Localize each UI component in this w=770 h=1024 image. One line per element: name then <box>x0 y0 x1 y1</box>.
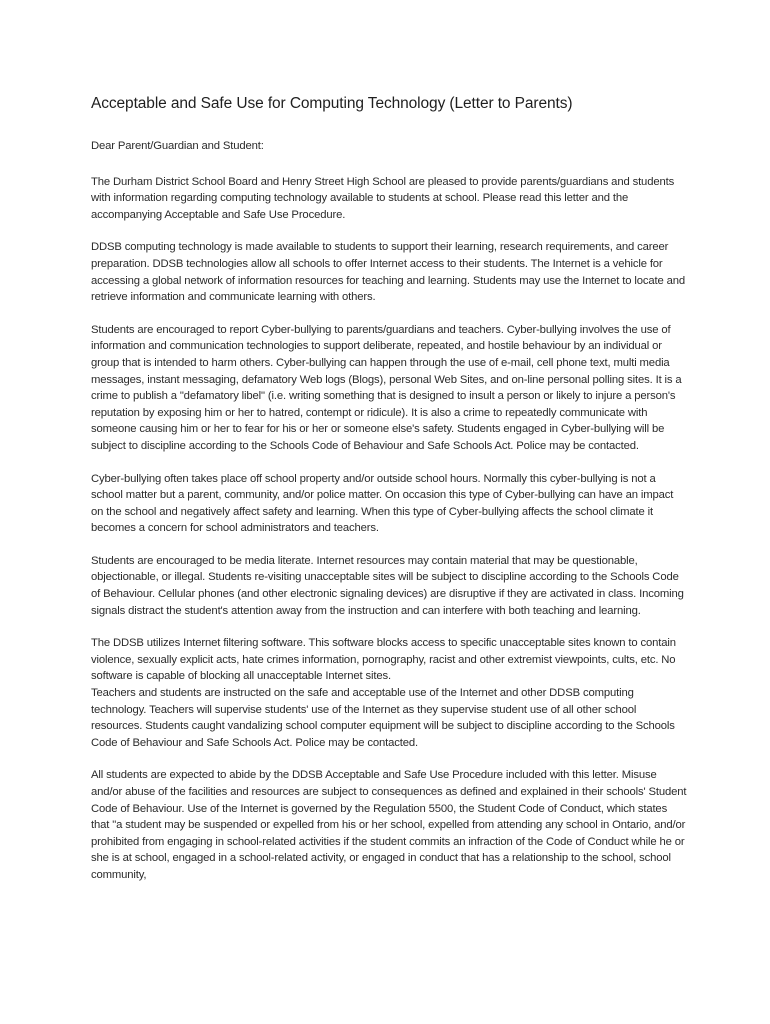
paragraph-expectations: All students are expected to abide by the DDSB Acceptable and Safe Use Procedure included with this letter. Misuse and/or abuse of the facilities and resources are subject to consequences as defined and explained in their schools' Student Code of Behaviour. Use of the Internet is governed by the Regulation 5500, the Student Code of Conduct, which states that "a student may be suspended or expelled from his or her school, expelled from attending any school in Ontario, and/or prohibited from engaging in school-related activities if the student commits an infraction of the Code of Conduct while he or she is at school, engaged in a school-related activity, or engaged in conduct that has a relationship to the school, school community, <box>91 769 687 881</box>
paragraph-off-school: Cyber-bullying often takes place off school property and/or outside school hours. Normally this cyber-bullying is not a school matter but a parent, community, and/or police matter. On occasion this type of Cyber-bullying can have an impact on the school and negatively affect safety and learning. When this type of Cyber-bullying affects the school climate it becomes a concern for school administrators and teachers. <box>91 472 674 535</box>
salutation: Dear Parent/Guardian and Student: <box>91 140 264 152</box>
paragraph-filtering: The DDSB utilizes Internet filtering software. This software blocks access to specific unacceptable sites known to contain violence, sexually explicit acts, hate crimes information, pornography, racist and other extremist viewpoints, cults, etc. No software is capable of blocking all unacceptable Internet sites. <box>91 637 676 683</box>
letter-page <box>91 93 687 884</box>
paragraph-supervision: Teachers and students are instructed on the safe and acceptable use of the Internet and other DDSB computing technology. Teachers will supervise students' use of the Internet as they supervise student use of all other school resources. Students caught vandalizing school computer equipment will be subject to discipline according to the Schools Code of Behaviour and Safe Schools Act. Police may be contacted. <box>91 687 675 749</box>
paragraph-technology: DDSB computing technology is made available to students to support their learning, research requirements, and career preparation. DDSB technologies allow all schools to offer Internet access to their students. The Internet is a vehicle for accessing a global network of information resources for teaching and learning. Students may use the Internet to locate and retrieve information and communicate learning with others. <box>91 241 685 304</box>
paragraph-media-literacy: Students are encouraged to be media literate. Internet resources may contain material that may be questionable, objectionable, or illegal. Students re-visiting unacceptable sites will be subject to discipline according to the Schools Code of Behaviour. Cellular phones (and other electronic signaling devices) are disruptive if they are activated in class. Incoming signals distract the student's attention away from the instruction and can interfere with both teaching and learning. <box>91 554 684 617</box>
paragraph-cyberbullying: Students are encouraged to report Cyber-bullying to parents/guardians and teachers. Cyber-bullying involves the use of information and communication technologies to support deliberate, repeated, and hostile behaviour by an individual or group that is intended to harm others. Cyber-bullying can happen through the use of e-mail, cell phone text, multi media messages, instant messaging, defamatory Web logs (Blogs), personal Web Sites, and on-line personal polling sites. It is a crime to publish a "defamatory libel" (i.e. writing something that is designed to insult a person or likely to injure a person's reputation by exposing him or her to hatred, contempt or ridicule). It is also a crime to repeatedly communicate with someone causing him or her to fear for his or her or someone else's safety. Students engaged in Cyber-bullying will be subject to discipline according to the Schools Code of Behaviour and Safe Schools Act. Police may be contacted. <box>91 323 682 452</box>
page-title: Acceptable and Safe Use for Computing Technology (Letter to Parents) <box>91 95 573 112</box>
paragraph-intro: The Durham District School Board and Henry Street High School are pleased to provide parents/guardians and students with information regarding computing technology available to students at school. Please read this letter and the accompanying Acceptable and Safe Use Procedure. <box>91 175 675 221</box>
